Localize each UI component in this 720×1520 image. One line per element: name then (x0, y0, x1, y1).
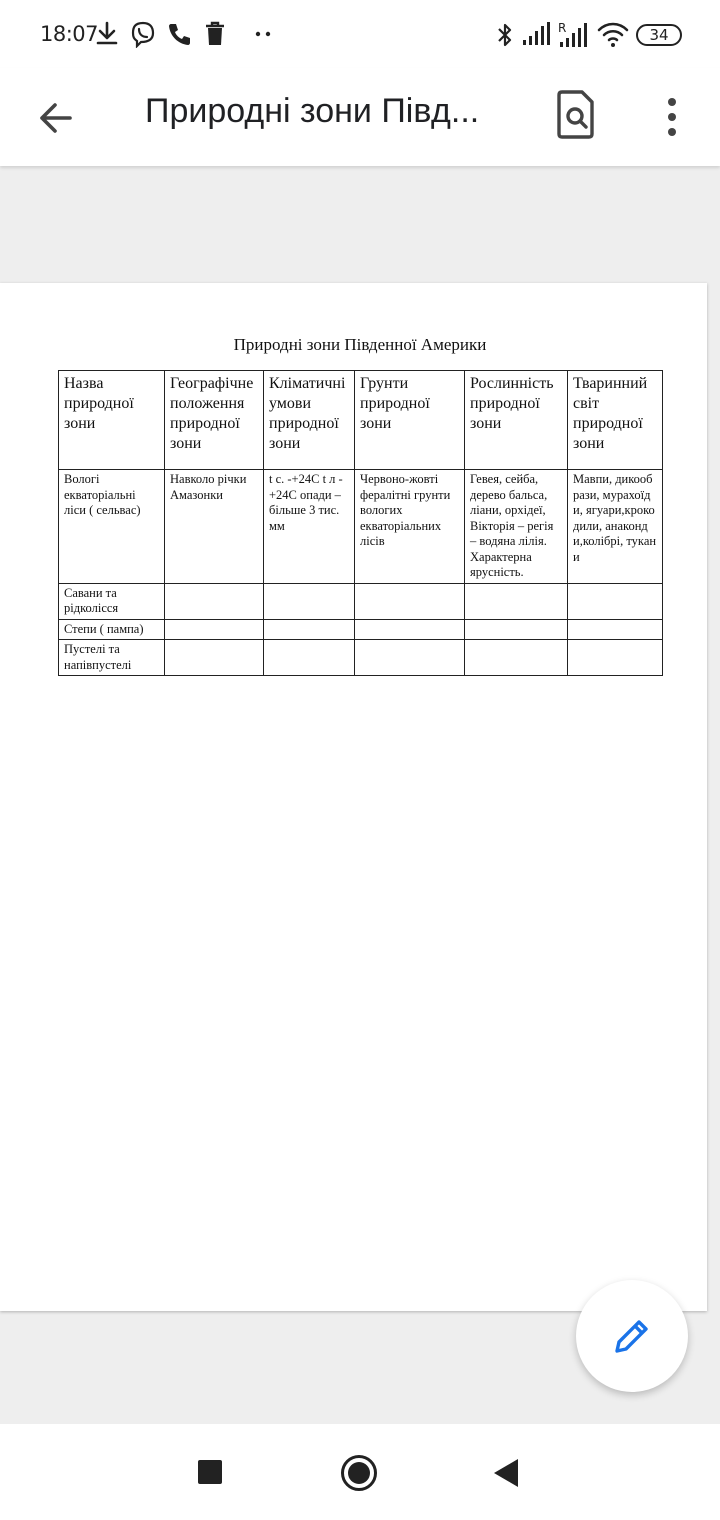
battery-icon: 34 (636, 24, 682, 46)
status-bar (0, 0, 720, 68)
cell-climate: t с. -+24С t л - +24С опади – більше 3 тис. мм (264, 470, 355, 584)
table-row (59, 619, 663, 640)
cell-zone: Вологі екваторіальні ліси ( сельвас) (59, 470, 165, 584)
nav-back-icon[interactable] (494, 1459, 518, 1487)
cell-zone: Пустелі та напівпустелі (59, 640, 165, 676)
header-zone-name: Назва природної зони (59, 371, 165, 470)
bluetooth-icon (494, 20, 516, 50)
viber-icon (129, 20, 157, 48)
cell-location (165, 583, 264, 619)
find-in-page-button[interactable] (548, 86, 604, 146)
status-time: 18:07 (40, 22, 99, 46)
header-plants: Рослинність природної зони (465, 371, 568, 470)
more-vert-icon (652, 88, 692, 148)
svg-text:R: R (558, 21, 567, 35)
table-row (59, 640, 663, 676)
signal-icon (521, 20, 551, 48)
trash-icon (203, 20, 227, 48)
cell-soils: Червоно-жовті фералітні грунти вологих екваторіальних лісів (355, 470, 465, 584)
document-title: Природні зони Південної Америки (233, 335, 487, 354)
cell-location (165, 619, 264, 640)
more-options-button[interactable] (652, 88, 692, 148)
cell-climate (264, 583, 355, 619)
cell-location (165, 640, 264, 676)
header-location: Географічне положення природної зони (165, 371, 264, 470)
more-dots-icon (252, 20, 274, 48)
wifi-icon (596, 20, 630, 50)
pencil-edit-icon (610, 1314, 654, 1358)
cell-plants: Гевея, сейба, дерево бальса, ліани, орхідеї, Вікторія – регія – водяна лілія. Характерна ярусність. (465, 470, 568, 584)
cell-zone: Степи ( пампа) (59, 619, 165, 640)
natural-zones-table (58, 370, 663, 676)
table-header-row (59, 371, 663, 470)
page-title: Природні зони Півд... (145, 92, 480, 130)
cell-plants (465, 640, 568, 676)
find-in-page-icon (548, 86, 604, 146)
table-row (59, 470, 663, 584)
phone-icon (166, 20, 192, 48)
cell-soils (355, 619, 465, 640)
cell-plants (465, 583, 568, 619)
cell-animals (568, 583, 663, 619)
nav-recent-icon[interactable] (198, 1460, 222, 1484)
nav-home-icon[interactable] (341, 1455, 377, 1491)
cell-climate (264, 619, 355, 640)
cell-animals (568, 619, 663, 640)
cell-animals: Мавпи, дикообрази, мурахоїди, ягуари,крокодили, анаконди,колібрі, тукани (568, 470, 663, 584)
document-page[interactable] (0, 283, 707, 1311)
app-bar (0, 68, 720, 166)
download-icon (95, 20, 119, 48)
header-animals: Тваринний світ природної зони (568, 371, 663, 470)
header-climate: Кліматичні умови природної зони (264, 371, 355, 470)
cell-soils (355, 640, 465, 676)
system-nav-bar (0, 1424, 720, 1520)
cell-zone: Савани та рідколісся (59, 583, 165, 619)
cell-location: Навколо річки Амазонки (165, 470, 264, 584)
cell-climate (264, 640, 355, 676)
header-soils: Грунти природної зони (355, 371, 465, 470)
back-arrow-icon (26, 88, 86, 148)
table-row (59, 583, 663, 619)
cell-animals (568, 640, 663, 676)
edit-fab-button[interactable] (576, 1280, 688, 1392)
cell-plants (465, 619, 568, 640)
signal-roaming-icon (556, 20, 590, 50)
back-button[interactable] (26, 88, 86, 148)
cell-soils (355, 583, 465, 619)
